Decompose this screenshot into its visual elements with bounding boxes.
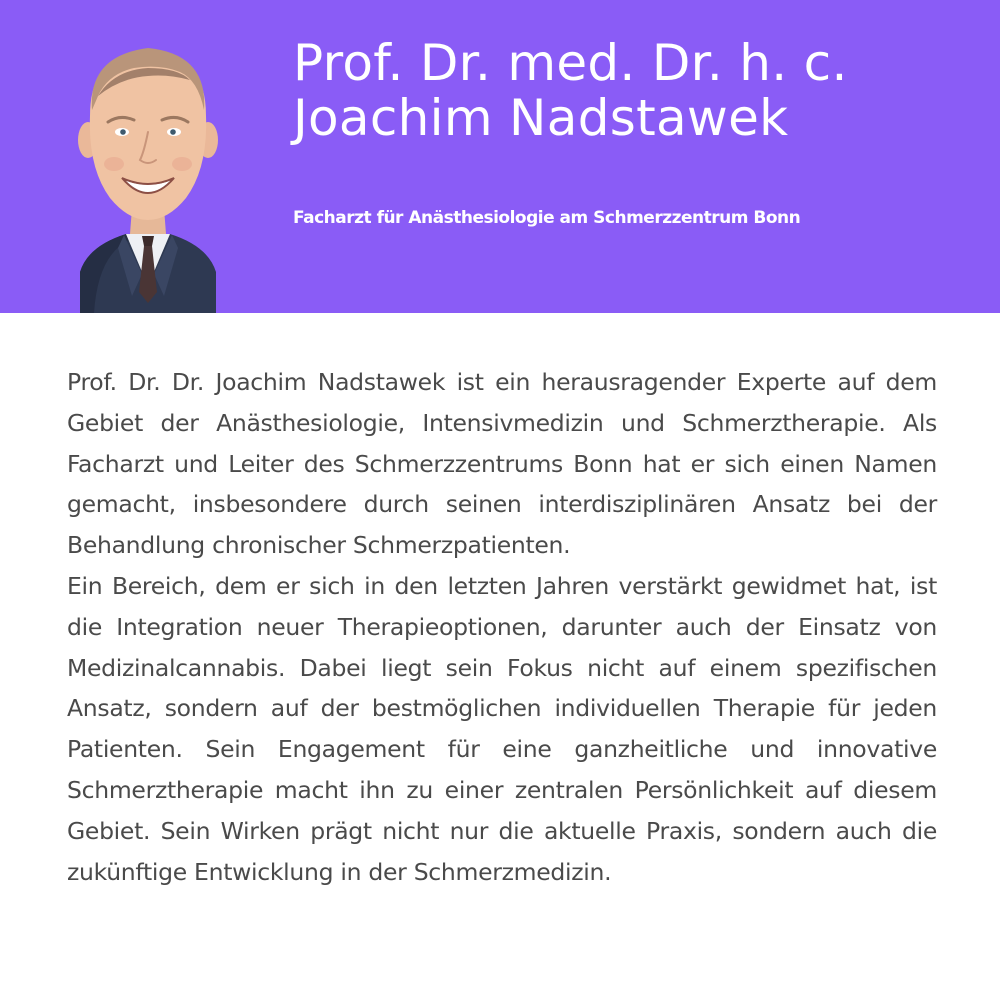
page-title (293, 36, 848, 146)
bio-paragraph-1: Prof. Dr. Dr. Joachim Nadstawek ist ein herausragender Experte auf dem Gebiet der Anästhesiologie, Intensivmedizin und Schmerztherapie. Als Facharzt und Leiter des Schmerzzentrums Bonn hat er sich einen Namen gemacht, insbesondere durch seinen interdisziplinären Ansatz bei der Behandlung chronischer Schmerzpatienten. (67, 368, 937, 560)
avatar (68, 40, 228, 313)
bio-paragraph-2: Ein Bereich, dem er sich in den letzten Jahren verstärkt gewidmet hat, ist die Integration neuer Therapieoptionen, darunter auch der Einsatz von Medizinalcannabis. Dabei liegt sein Fokus nicht auf einem spezifischen Ansatz, sondern auf der bestmöglichen individuellen Therapie für jeden Patienten. Sein Engagement für eine ganzheitliche und innovative Schmerztherapie macht ihn zu einer zentralen Persönlichkeit auf diesem Gebiet. Sein Wirken prägt nicht nur die aktuelle Praxis, sondern auch die zukünftige Entwicklung in der Schmerzmedizin. (67, 571, 937, 886)
job-subtitle: Facharzt für Anästhesiologie am Schmerzzentrum Bonn (293, 208, 801, 228)
profile-header (0, 0, 1000, 313)
biography-text (67, 362, 937, 892)
title-line-1: Prof. Dr. med. Dr. h. c. (293, 34, 848, 92)
title-line-2: Joachim Nadstawek (293, 89, 789, 147)
